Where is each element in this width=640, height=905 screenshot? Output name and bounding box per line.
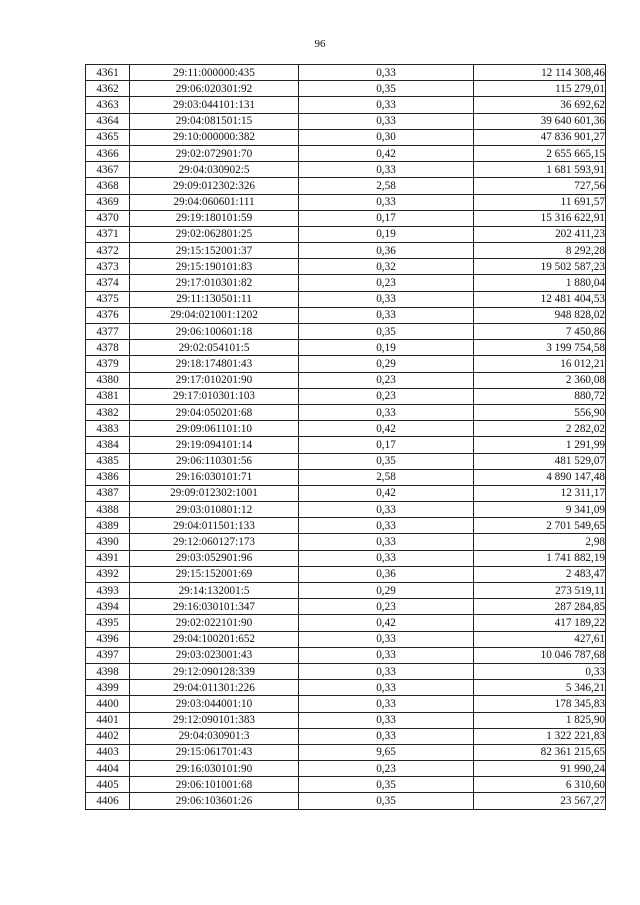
coefficient-cell: 0,19 xyxy=(299,226,474,242)
row-number-cell: 4404 xyxy=(86,761,130,777)
cadastral-number-cell: 29:02:072901:70 xyxy=(130,145,299,161)
value-text: 2 483,47 xyxy=(565,568,605,581)
value-text: 202 411,23 xyxy=(555,228,605,241)
table-row xyxy=(86,97,606,113)
value-text: 427,61 xyxy=(574,633,605,646)
table-row xyxy=(86,728,606,744)
row-number-cell: 4368 xyxy=(86,178,130,194)
row-number-cell: 4381 xyxy=(86,388,130,404)
row-number-cell: 4391 xyxy=(86,550,130,566)
value-cell xyxy=(474,631,606,647)
table-row xyxy=(86,631,606,647)
table-row xyxy=(86,162,606,178)
value-text: 0,33 xyxy=(585,665,605,678)
value-cell xyxy=(474,340,606,356)
value-text: 273 519,11 xyxy=(555,584,605,597)
coefficient-cell: 0,35 xyxy=(299,81,474,97)
cadastral-number-cell: 29:06:103601:26 xyxy=(130,793,299,809)
value-text: 1 741 882,19 xyxy=(546,552,605,565)
row-number-cell: 4363 xyxy=(86,97,130,113)
value-cell xyxy=(474,566,606,582)
coefficient-cell: 0,33 xyxy=(299,712,474,728)
value-text: 948 828,02 xyxy=(554,309,605,322)
value-text: 1 825,90 xyxy=(565,714,605,727)
value-cell xyxy=(474,615,606,631)
value-text: 15 316 622,91 xyxy=(540,212,605,225)
coefficient-cell: 2,58 xyxy=(299,469,474,485)
table-row xyxy=(86,550,606,566)
coefficient-cell: 0,23 xyxy=(299,388,474,404)
data-table xyxy=(85,64,606,810)
value-text: 115 279,01 xyxy=(555,82,605,95)
coefficient-cell: 0,33 xyxy=(299,162,474,178)
row-number-cell: 4406 xyxy=(86,793,130,809)
value-text: 10 046 787,68 xyxy=(540,649,605,662)
value-text: 7 450,86 xyxy=(565,325,605,338)
table-row xyxy=(86,145,606,161)
coefficient-cell: 0,17 xyxy=(299,210,474,226)
table-row xyxy=(86,566,606,582)
coefficient-cell: 0,33 xyxy=(299,194,474,210)
value-cell xyxy=(474,744,606,760)
table-row xyxy=(86,65,606,81)
value-text: 5 346,21 xyxy=(565,681,605,694)
table-row xyxy=(86,453,606,469)
table-row xyxy=(86,793,606,809)
value-text: 12 311,17 xyxy=(560,487,605,500)
cadastral-number-cell: 29:04:011501:133 xyxy=(130,518,299,534)
coefficient-cell: 0,33 xyxy=(299,534,474,550)
table-row xyxy=(86,81,606,97)
cadastral-number-cell: 29:04:050201:68 xyxy=(130,404,299,420)
coefficient-cell: 0,36 xyxy=(299,243,474,259)
value-cell xyxy=(474,226,606,242)
table-row xyxy=(86,113,606,129)
table-row xyxy=(86,372,606,388)
value-text: 1 880,04 xyxy=(565,277,605,290)
coefficient-cell: 0,23 xyxy=(299,275,474,291)
table-row xyxy=(86,712,606,728)
value-text: 2 655 665,15 xyxy=(546,147,605,160)
table-row xyxy=(86,696,606,712)
coefficient-cell: 0,33 xyxy=(299,502,474,518)
table-row xyxy=(86,663,606,679)
coefficient-cell: 0,33 xyxy=(299,696,474,712)
cadastral-number-cell: 29:09:012302:326 xyxy=(130,178,299,194)
value-text: 178 345,83 xyxy=(554,697,605,710)
cadastral-number-cell: 29:17:010301:103 xyxy=(130,388,299,404)
row-number-cell: 4389 xyxy=(86,518,130,534)
coefficient-cell: 0,33 xyxy=(299,663,474,679)
table-row xyxy=(86,129,606,145)
value-cell xyxy=(474,129,606,145)
cadastral-number-cell: 29:11:130501:11 xyxy=(130,291,299,307)
cadastral-number-cell: 29:15:061701:43 xyxy=(130,744,299,760)
value-cell xyxy=(474,243,606,259)
table-row xyxy=(86,307,606,323)
coefficient-cell: 0,42 xyxy=(299,421,474,437)
row-number-cell: 4379 xyxy=(86,356,130,372)
coefficient-cell: 0,33 xyxy=(299,307,474,323)
coefficient-cell: 0,33 xyxy=(299,680,474,696)
value-text: 6 310,60 xyxy=(565,778,605,791)
table-row xyxy=(86,469,606,485)
table-row xyxy=(86,210,606,226)
coefficient-cell: 0,35 xyxy=(299,453,474,469)
table-row xyxy=(86,356,606,372)
row-number-cell: 4388 xyxy=(86,502,130,518)
value-cell xyxy=(474,485,606,501)
value-cell xyxy=(474,194,606,210)
cadastral-number-cell: 29:04:060601:111 xyxy=(130,194,299,210)
cadastral-number-cell: 29:17:010201:90 xyxy=(130,372,299,388)
row-number-cell: 4372 xyxy=(86,243,130,259)
cadastral-number-cell: 29:15:190101:83 xyxy=(130,259,299,275)
value-cell xyxy=(474,469,606,485)
row-number-cell: 4373 xyxy=(86,259,130,275)
cadastral-number-cell: 29:19:180101:59 xyxy=(130,210,299,226)
cadastral-number-cell: 29:10:000000:382 xyxy=(130,129,299,145)
row-number-cell: 4385 xyxy=(86,453,130,469)
row-number-cell: 4383 xyxy=(86,421,130,437)
table-row xyxy=(86,777,606,793)
row-number-cell: 4367 xyxy=(86,162,130,178)
coefficient-cell: 0,19 xyxy=(299,340,474,356)
coefficient-cell: 0,35 xyxy=(299,793,474,809)
cadastral-number-cell: 29:12:090128:339 xyxy=(130,663,299,679)
value-text: 727,56 xyxy=(574,179,605,192)
value-text: 47 836 901,27 xyxy=(540,131,605,144)
cadastral-number-cell: 29:04:030902:5 xyxy=(130,162,299,178)
value-cell xyxy=(474,291,606,307)
table-row xyxy=(86,437,606,453)
table-row xyxy=(86,421,606,437)
value-text: 1 291,99 xyxy=(565,438,605,451)
value-text: 39 640 601,36 xyxy=(540,115,605,128)
value-cell xyxy=(474,712,606,728)
value-cell xyxy=(474,356,606,372)
value-cell xyxy=(474,145,606,161)
table-row xyxy=(86,388,606,404)
row-number-cell: 4371 xyxy=(86,226,130,242)
value-cell xyxy=(474,404,606,420)
value-cell xyxy=(474,275,606,291)
table-row xyxy=(86,259,606,275)
coefficient-cell: 0,42 xyxy=(299,145,474,161)
cadastral-number-cell: 29:12:060127:173 xyxy=(130,534,299,550)
row-number-cell: 4392 xyxy=(86,566,130,582)
value-cell xyxy=(474,259,606,275)
row-number-cell: 4378 xyxy=(86,340,130,356)
value-cell xyxy=(474,550,606,566)
row-number-cell: 4397 xyxy=(86,647,130,663)
value-cell xyxy=(474,680,606,696)
value-cell xyxy=(474,502,606,518)
coefficient-cell: 0,33 xyxy=(299,291,474,307)
cadastral-number-cell: 29:06:110301:56 xyxy=(130,453,299,469)
value-cell xyxy=(474,777,606,793)
cadastral-number-cell: 29:04:021001:1202 xyxy=(130,307,299,323)
coefficient-cell: 0,29 xyxy=(299,583,474,599)
cadastral-number-cell: 29:16:030101:71 xyxy=(130,469,299,485)
table-row xyxy=(86,744,606,760)
page-number: 96 xyxy=(314,38,326,50)
value-cell xyxy=(474,583,606,599)
cadastral-number-cell: 29:09:061101:10 xyxy=(130,421,299,437)
value-cell xyxy=(474,421,606,437)
cadastral-number-cell: 29:02:062801:25 xyxy=(130,226,299,242)
value-cell xyxy=(474,162,606,178)
value-cell xyxy=(474,663,606,679)
value-cell xyxy=(474,372,606,388)
cadastral-number-cell: 29:03:023001:43 xyxy=(130,647,299,663)
cadastral-number-cell: 29:16:030101:90 xyxy=(130,761,299,777)
row-number-cell: 4375 xyxy=(86,291,130,307)
value-cell xyxy=(474,210,606,226)
cadastral-number-cell: 29:18:174801:43 xyxy=(130,356,299,372)
cadastral-number-cell: 29:12:090101:383 xyxy=(130,712,299,728)
cadastral-number-cell: 29:04:081501:15 xyxy=(130,113,299,129)
cadastral-number-cell: 29:15:152001:69 xyxy=(130,566,299,582)
coefficient-cell: 2,58 xyxy=(299,178,474,194)
value-text: 417 189,22 xyxy=(554,616,605,629)
row-number-cell: 4403 xyxy=(86,744,130,760)
cadastral-number-cell: 29:03:052901:96 xyxy=(130,550,299,566)
coefficient-cell: 0,30 xyxy=(299,129,474,145)
value-text: 1 322 221,83 xyxy=(546,730,605,743)
coefficient-cell: 0,35 xyxy=(299,777,474,793)
table-row xyxy=(86,518,606,534)
row-number-cell: 4369 xyxy=(86,194,130,210)
row-number-cell: 4376 xyxy=(86,307,130,323)
value-text: 9 341,09 xyxy=(565,503,605,516)
cadastral-number-cell: 29:03:010801:12 xyxy=(130,502,299,518)
value-cell xyxy=(474,518,606,534)
cadastral-number-cell: 29:17:010301:82 xyxy=(130,275,299,291)
table-row xyxy=(86,340,606,356)
value-cell xyxy=(474,761,606,777)
row-number-cell: 4399 xyxy=(86,680,130,696)
table-row xyxy=(86,275,606,291)
cadastral-number-cell: 29:06:100601:18 xyxy=(130,324,299,340)
table-row xyxy=(86,647,606,663)
value-text: 91 990,24 xyxy=(560,762,605,775)
value-text: 36 692,62 xyxy=(560,98,605,111)
cadastral-number-cell: 29:11:000000:435 xyxy=(130,65,299,81)
row-number-cell: 4396 xyxy=(86,631,130,647)
coefficient-cell: 0,23 xyxy=(299,372,474,388)
value-text: 2,98 xyxy=(585,536,605,549)
coefficient-cell: 9,65 xyxy=(299,744,474,760)
cadastral-number-cell: 29:04:100201:652 xyxy=(130,631,299,647)
row-number-cell: 4382 xyxy=(86,404,130,420)
value-text: 23 567,27 xyxy=(560,795,605,808)
row-number-cell: 4362 xyxy=(86,81,130,97)
coefficient-cell: 0,33 xyxy=(299,113,474,129)
coefficient-cell: 0,36 xyxy=(299,566,474,582)
coefficient-cell: 0,33 xyxy=(299,631,474,647)
coefficient-cell: 0,42 xyxy=(299,485,474,501)
table-row xyxy=(86,226,606,242)
row-number-cell: 4380 xyxy=(86,372,130,388)
cadastral-number-cell: 29:03:044101:131 xyxy=(130,97,299,113)
coefficient-cell: 0,33 xyxy=(299,65,474,81)
value-cell xyxy=(474,113,606,129)
coefficient-cell: 0,33 xyxy=(299,97,474,113)
cadastral-number-cell: 29:06:020301:92 xyxy=(130,81,299,97)
table-row xyxy=(86,534,606,550)
value-cell xyxy=(474,793,606,809)
row-number-cell: 4364 xyxy=(86,113,130,129)
value-text: 12 481 404,53 xyxy=(540,293,605,306)
coefficient-cell: 0,42 xyxy=(299,615,474,631)
table-row xyxy=(86,243,606,259)
cadastral-number-cell: 29:04:030901:3 xyxy=(130,728,299,744)
coefficient-cell: 0,35 xyxy=(299,324,474,340)
value-text: 19 502 587,23 xyxy=(540,260,605,273)
row-number-cell: 4395 xyxy=(86,615,130,631)
value-text: 3 199 754,58 xyxy=(546,341,605,354)
table-row xyxy=(86,615,606,631)
row-number-cell: 4370 xyxy=(86,210,130,226)
table-row xyxy=(86,583,606,599)
value-text: 12 114 308,46 xyxy=(541,66,605,79)
coefficient-cell: 0,32 xyxy=(299,259,474,275)
coefficient-cell: 0,29 xyxy=(299,356,474,372)
value-text: 481 529,07 xyxy=(554,455,605,468)
table-row xyxy=(86,194,606,210)
row-number-cell: 4366 xyxy=(86,145,130,161)
value-text: 2 282,02 xyxy=(565,422,605,435)
cadastral-number-cell: 29:02:022101:90 xyxy=(130,615,299,631)
coefficient-cell: 0,33 xyxy=(299,728,474,744)
cadastral-number-cell: 29:02:054101:5 xyxy=(130,340,299,356)
table-row xyxy=(86,485,606,501)
value-cell xyxy=(474,534,606,550)
row-number-cell: 4387 xyxy=(86,485,130,501)
row-number-cell: 4398 xyxy=(86,663,130,679)
value-cell xyxy=(474,65,606,81)
table-body xyxy=(86,65,606,810)
coefficient-cell: 0,33 xyxy=(299,404,474,420)
row-number-cell: 4361 xyxy=(86,65,130,81)
row-number-cell: 4390 xyxy=(86,534,130,550)
coefficient-cell: 0,33 xyxy=(299,518,474,534)
value-text: 2 360,08 xyxy=(565,374,605,387)
coefficient-cell: 0,33 xyxy=(299,647,474,663)
cadastral-number-cell: 29:16:030101:347 xyxy=(130,599,299,615)
row-number-cell: 4401 xyxy=(86,712,130,728)
row-number-cell: 4386 xyxy=(86,469,130,485)
value-cell xyxy=(474,728,606,744)
value-cell xyxy=(474,696,606,712)
cadastral-number-cell: 29:15:152001:37 xyxy=(130,243,299,259)
row-number-cell: 4394 xyxy=(86,599,130,615)
row-number-cell: 4377 xyxy=(86,324,130,340)
coefficient-cell: 0,33 xyxy=(299,550,474,566)
coefficient-cell: 0,23 xyxy=(299,761,474,777)
cadastral-number-cell: 29:06:101001:68 xyxy=(130,777,299,793)
row-number-cell: 4402 xyxy=(86,728,130,744)
table-row xyxy=(86,291,606,307)
value-cell xyxy=(474,178,606,194)
cadastral-number-cell: 29:09:012302:1001 xyxy=(130,485,299,501)
value-cell xyxy=(474,599,606,615)
value-cell xyxy=(474,388,606,404)
cadastral-number-cell: 29:19:094101:14 xyxy=(130,437,299,453)
value-text: 82 361 215,65 xyxy=(540,746,605,759)
value-text: 1 681 593,91 xyxy=(546,163,605,176)
table-row xyxy=(86,502,606,518)
value-text: 556,90 xyxy=(574,406,605,419)
value-cell xyxy=(474,324,606,340)
value-cell xyxy=(474,81,606,97)
coefficient-cell: 0,17 xyxy=(299,437,474,453)
value-text: 16 012,21 xyxy=(560,357,605,370)
row-number-cell: 4374 xyxy=(86,275,130,291)
value-text: 4 890 147,48 xyxy=(546,471,605,484)
row-number-cell: 4400 xyxy=(86,696,130,712)
row-number-cell: 4384 xyxy=(86,437,130,453)
coefficient-cell: 0,23 xyxy=(299,599,474,615)
table-row xyxy=(86,599,606,615)
value-cell xyxy=(474,307,606,323)
row-number-cell: 4405 xyxy=(86,777,130,793)
cadastral-number-cell: 29:04:011301:226 xyxy=(130,680,299,696)
value-text: 880,72 xyxy=(574,390,605,403)
value-text: 2 701 549,65 xyxy=(546,519,605,532)
value-cell xyxy=(474,437,606,453)
table-row xyxy=(86,324,606,340)
table-row xyxy=(86,178,606,194)
value-text: 287 284,85 xyxy=(554,600,605,613)
row-number-cell: 4365 xyxy=(86,129,130,145)
cadastral-number-cell: 29:14:132001:5 xyxy=(130,583,299,599)
cadastral-number-cell: 29:03:044001:10 xyxy=(130,696,299,712)
value-cell xyxy=(474,97,606,113)
value-cell xyxy=(474,453,606,469)
table-row xyxy=(86,680,606,696)
row-number-cell: 4393 xyxy=(86,583,130,599)
value-text: 11 691,57 xyxy=(560,196,605,209)
table-row xyxy=(86,761,606,777)
value-text: 8 292,28 xyxy=(565,244,605,257)
value-cell xyxy=(474,647,606,663)
table-row xyxy=(86,404,606,420)
